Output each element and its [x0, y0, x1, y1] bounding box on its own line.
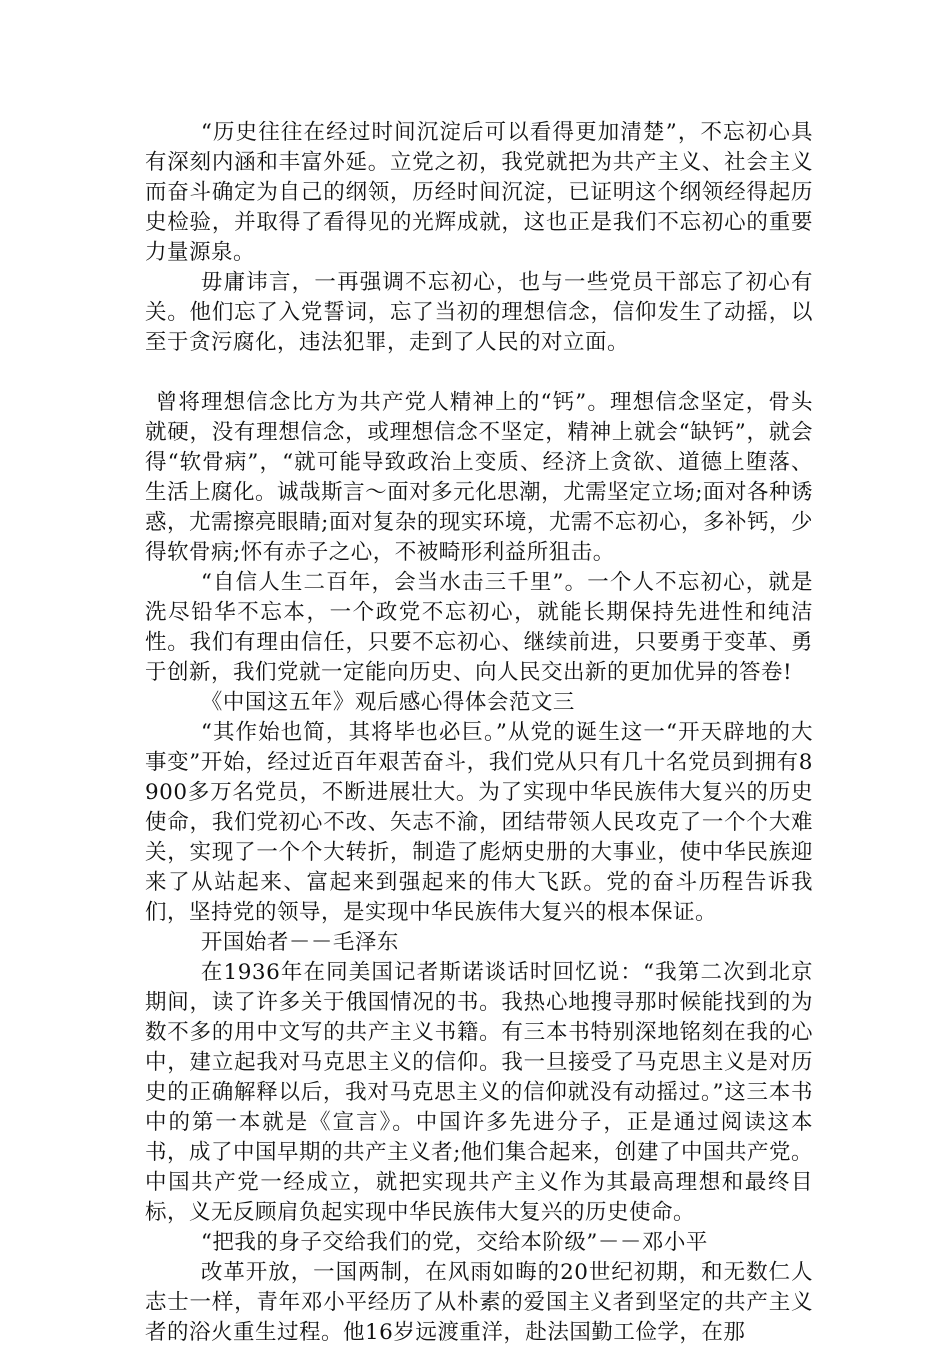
- section-heading-essay-three: 《中国这五年》观后感心得体会范文三: [200, 690, 575, 715]
- paragraph-ideals-calcium: 曾将理想信念比方为共产党人精神上的“钙”。理想信念坚定，骨头就硬，没有理想信念，或理想信念不坚定，精神上就会“缺钙”，就会得“软骨病”，“就可能导致政治上变质、经济上贪欲、道德上堕落、生活上腐化。诚哉斯言～面对多元化思潮，尤需坚定立场;面对各种诱惑，尤需擦亮眼睛;面对复杂的现实环境，尤需不忘初心，多补钙，少得软骨病;怀有赤子之心，不被畸形利益所狙击。: [145, 390, 813, 565]
- subheading-deng: “把我的身子交给我们的党，交给本阶级”－－邓小平: [200, 1230, 708, 1255]
- paragraph-forgotten-original-intent: 毋庸讳言，一再强调不忘初心，也与一些党员干部忘了初心有关。他们忘了入党誓词，忘了当初的理想信念，信仰发生了动摇，以至于贪污腐化，违法犯罪，走到了人民的对立面。: [145, 270, 813, 355]
- paragraph-mao-snow-interview: 在1936年在同美国记者斯诺谈话时回忆说：“我第二次到北京期间，读了许多关于俄国情况的书。我热心地搜寻那时候能找到的为数不多的用中文写的共产主义书籍。有三本书特别深地铭刻在我的心中，建立起我对马克思主义的信仰。我一旦接受了马克思主义是对历史的正确解释以后，我对马克思主义的信仰就没有动摇过。”这三本书中的第一本就是《宣言》。中国许多先进分子，正是通过阅读这本书，成了中国早期的共产主义者;他们集合起来，创建了中国共产党。中国共产党一经成立，就把实现共产主义作为其最高理想和最终目标，义无反顾肩负起实现中华民族伟大复兴的历史使命。: [145, 960, 813, 1225]
- paragraph-self-confidence: “自信人生二百年，会当水击三千里”。一个人不忘初心，就是洗尽铅华不忘本，一个政党不忘初心，就能长期保持先进性和纯洁性。我们有理由信任，只要不忘初心、继续前进，只要勇于变革、勇于创新，我们党就一定能向历史、向人民交出新的更加优异的答卷!: [145, 570, 813, 685]
- document-page: [145, 118, 813, 1348]
- paragraph-deng-youth: 改革开放，一国两制，在风雨如晦的20世纪初期，和无数仁人志士一样，青年邓小平经历了从朴素的爱国主义者到坚定的共产主义者的浴火重生过程。他16岁远渡重洋，赴法国勤工俭学，在那: [145, 1260, 813, 1345]
- blank-line: [145, 358, 813, 388]
- paragraph-party-history: “其作始也简，其将毕也必巨。”从党的诞生这一“开天辟地的大事变”开始，经过近百年艰苦奋斗，我们党从只有几十名党员到拥有8900多万名党员，不断进展壮大。为了实现中华民族伟大复兴的历史使命，我们党初心不改、矢志不渝，团结带领人民攻克了一个个大难关，实现了一个个大转折，制造了彪炳史册的大事业，使中华民族迎来了从站起来、富起来到强起来的伟大飞跃。党的奋斗历程告诉我们，坚持党的领导，是实现中华民族伟大复兴的根本保证。: [145, 720, 813, 925]
- subheading-mao: 开国始者－－毛泽东: [200, 930, 399, 955]
- paragraph-history-clarity: “历史往往在经过时间沉淀后可以看得更加清楚”，不忘初心具有深刻内涵和丰富外延。立党之初，我党就把为共产主义、社会主义而奋斗确定为自己的纲领，历经时间沉淀，已证明这个纲领经得起历史检验，并取得了看得见的光辉成就，这也正是我们不忘初心的重要力量源泉。: [145, 120, 813, 265]
